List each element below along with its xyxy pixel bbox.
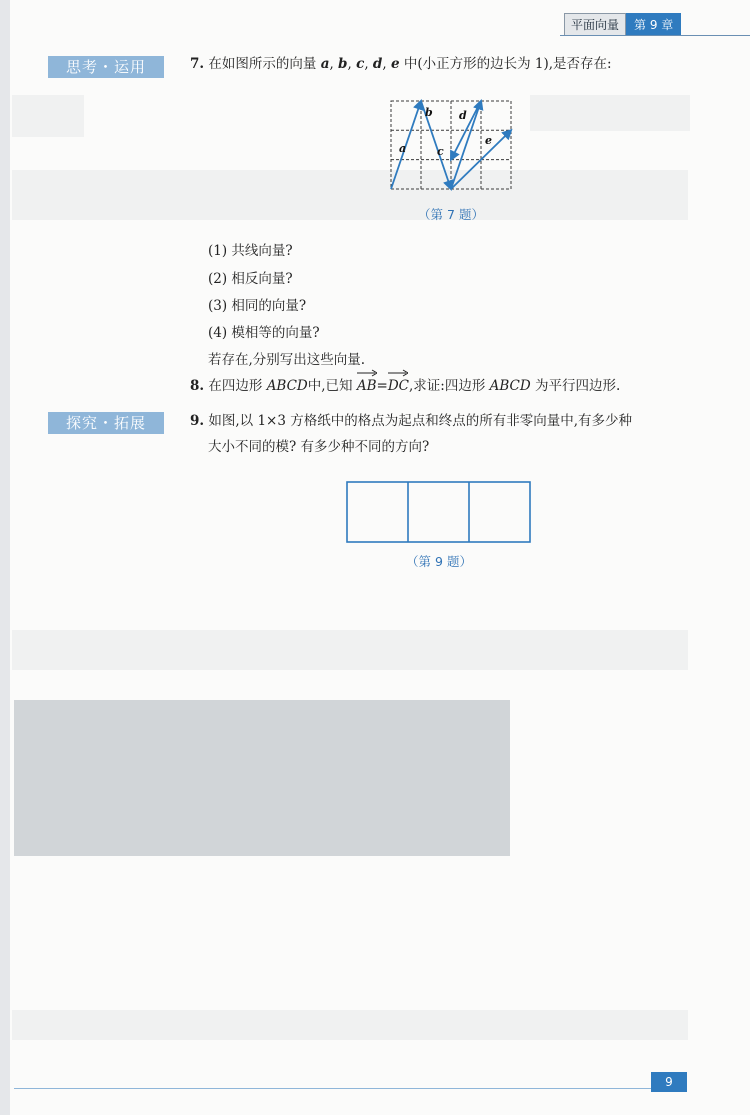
q7-sub-4: (4) 模相等的向量? — [208, 325, 320, 341]
question-text: 在四边形 — [208, 378, 263, 394]
q7-sub-1: (1) 共线向量? — [208, 243, 293, 259]
chapter-header — [564, 14, 681, 34]
figure-7-caption: （第 7 题） — [418, 207, 484, 222]
section-title: 平面向量 — [564, 13, 626, 36]
question-text: 为平行四边形. — [535, 378, 621, 394]
question-8-stem — [190, 376, 620, 396]
section-label-explore-extend: 探究・拓展 — [48, 412, 164, 434]
quadrilateral-name: ABCD — [489, 378, 531, 394]
vector-dc — [388, 376, 409, 396]
q7-sub-2: (2) 相反向量? — [208, 271, 293, 287]
vector-ab — [357, 376, 377, 396]
header-rule — [560, 35, 750, 36]
page-number: 9 — [651, 1072, 687, 1092]
figure-label-d: d — [459, 109, 467, 122]
vector-dc-label: DC — [387, 378, 409, 394]
q7-ending: 若存在,分别写出这些向量. — [208, 352, 366, 368]
show-through-smudge — [12, 1010, 688, 1040]
question-text: 在如图所示的向量 — [208, 56, 317, 72]
vector-label: d — [372, 56, 383, 72]
question-number: 8. — [190, 378, 205, 394]
question-9-line-2: 大小不同的模? 有多少种不同的方向? — [208, 439, 430, 455]
show-through-smudge — [530, 95, 690, 131]
question-7-stem: 7. 在如图所示的向量 a, b, c, d, e 中(小正方形的边长为 1),是否存在: — [190, 56, 612, 72]
vector-grid-figure — [385, 97, 517, 193]
show-through-smudge — [12, 170, 688, 220]
section-label-think-apply: 思考・运用 — [48, 56, 164, 78]
vector-label: e — [390, 56, 400, 72]
question-9-line-1 — [190, 411, 632, 431]
vector-label: a — [320, 56, 330, 72]
vector-ab-label: AB — [356, 378, 377, 394]
figure-9-caption: （第 9 题） — [406, 554, 472, 569]
question-number: 7. — [190, 56, 205, 72]
question-text: ,求证:四边形 — [409, 378, 486, 394]
figure-label-e: e — [485, 134, 492, 147]
question-number: 9. — [190, 413, 205, 429]
question-text: 中(小正方形的边长为 1),是否存在: — [403, 56, 612, 72]
question-text: 中,已知 — [307, 378, 353, 394]
grid-outline — [347, 482, 530, 542]
page-edge-shadow — [0, 0, 10, 1115]
show-through-figure-block — [14, 700, 510, 856]
show-through-smudge — [12, 630, 688, 670]
one-by-three-grid-figure — [345, 480, 533, 544]
vector-label: b — [338, 56, 348, 72]
question-text: 如图,以 1×3 方格纸中的格点为起点和终点的所有非零向量中,有多少种 — [208, 413, 633, 429]
figure-label-b: b — [425, 106, 433, 119]
footer-rule — [14, 1088, 654, 1089]
figure-label-c: c — [437, 145, 444, 158]
chapter-number: 第 9 章 — [626, 13, 681, 36]
q7-sub-3: (3) 相同的向量? — [208, 298, 307, 314]
equals-sign: = — [376, 378, 388, 394]
vector-label: c — [356, 56, 365, 72]
figure-label-a: a — [399, 142, 407, 155]
quadrilateral-name: ABCD — [266, 378, 308, 394]
grid-lines — [391, 101, 511, 189]
show-through-smudge — [12, 95, 84, 137]
